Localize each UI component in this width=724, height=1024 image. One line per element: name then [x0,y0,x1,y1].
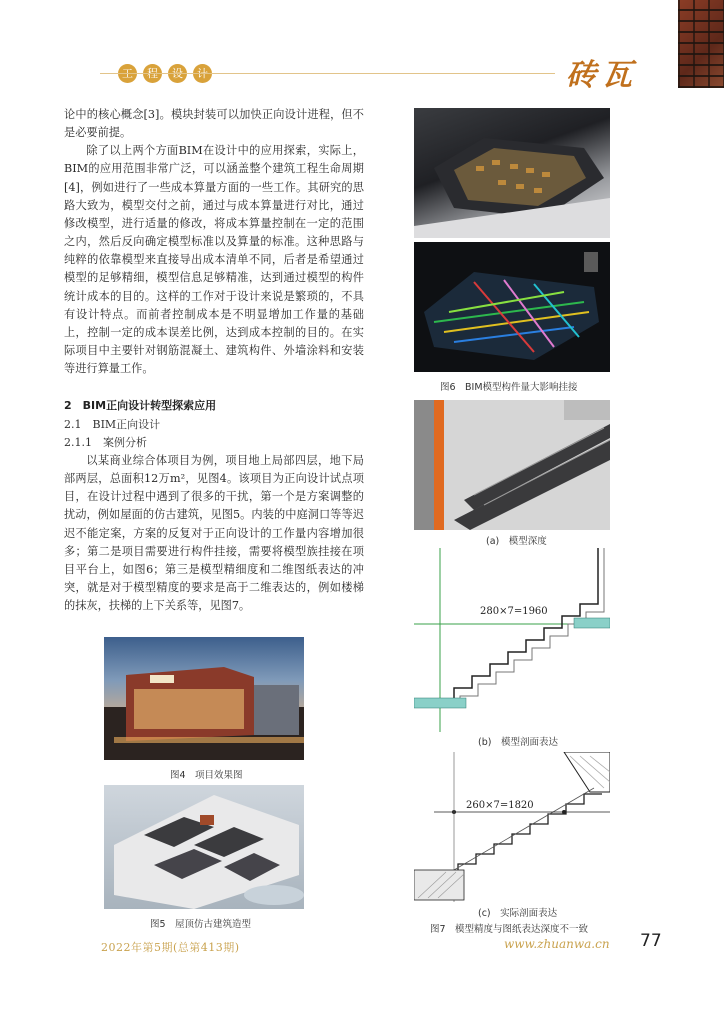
body-case [64,452,364,615]
issue-info: 2022年第5期(总第413期) [101,941,240,954]
figure-6-caption: 图6 BIM模型构件量大影响挂接 [440,382,578,393]
section-heading-2-1: 2.1 BIM正向设计 [64,418,161,431]
stair-model-illustration [414,400,610,530]
figure-7a-model-depth [414,400,610,530]
section-heading-2: 2 BIM正向设计转型探索应用 [64,399,217,412]
figure-7b-caption: (b) 模型剖面表达 [478,737,558,748]
case-paragraph: 以某商业综合体项目为例，项目地上局部四层，地下局部两层，总面积12万m²，见图4。该项目为正向设计试点项目，在设计过程中遇到了很多的干扰，第一个是方案调整的扰动，例如屋面的仿古建筑，见图5。内装的中庭洞口等等迟迟不能定案，方案的反复对于正向设计的工作量内容增加很多；第二是项目需要进行构件挂接，需要将模型族挂接在项目平台上，如图6；第三是模型精细度和二维图纸表达的冲突，就是对于模型精度的要求是高于二维表达的，例如楼梯的抹灰，扶梯的上下关系等，见图7。 [64,454,364,613]
figure-4-rendering [104,637,304,760]
bim-components-illustration [414,242,610,372]
figure-7b-dimension-label: 280×7=1960 [480,606,548,617]
body-paragraph-2: 除了以上两个方面BIM在设计中的应用探索，实际上，BIM的应用范围非常广泛，可以涵盖整个建筑工程生命周期[4]，例如进行了一些成本算量方面的一些工作。其研究的思路大致为，模型交付之前，通过与成本算量进行对比，通过修改模型，进行适量的修改，将成本算量控制在一定的范围之内，然后反向确定模型标准以及算量的标准。这种思路与纯粹的依靠模型来直接导出成本清单不同，后者是希望通过模型的足够精细，模型信息足够精准，达到通过模型的构件统计成本的目的。这样的工作对于设计来说是繁琐的，不具有设计特点。而前者控制成本是不明显增加工作量的基础上，控制一定的成本误差比例，达到成本控制的目的。在实际项目中主要针对钢筋混凝土、建筑构件、外墙涂料和安装等进行算量工作。 [64,144,364,376]
figure-5-roof-model [104,785,304,909]
body-paragraph-1: 论中的核心概念[3]。模块封装可以加快正向设计进程，但不是必要前提。 [64,108,364,140]
figure-7a-caption: (a) 模型深度 [486,536,547,547]
figure-7-caption: 图7 模型精度与图纸表达深度不一致 [430,924,589,935]
journal-url[interactable]: www.zhuanwa.cn [504,937,610,951]
figure-7c-actual-section [414,752,610,902]
body-intro [64,106,364,378]
figure-6-model-overview [414,108,610,238]
page-number: 77 [640,931,662,951]
figure-5-caption: 图5 屋顶仿古建筑造型 [150,919,252,930]
journal-brand: 砖瓦 [566,58,638,93]
stair-section-model-drawing [414,548,610,732]
header-rule [100,73,555,74]
stair-section-actual-drawing [414,752,610,902]
brick-texture-image [678,0,724,88]
figure-4-caption: 图4 项目效果图 [170,770,243,781]
figure-7c-caption: (c) 实际剖面表达 [478,908,558,919]
section-heading-2-1-1: 2.1.1 案例分析 [64,436,147,449]
figure-7b-model-section [414,548,610,732]
roof-model-illustration [104,785,304,909]
bim-model-overview-illustration [414,108,610,238]
figure-6-model-components [414,242,610,372]
figure-7c-dimension-label: 260×7=1820 [466,800,534,811]
mall-rendering-illustration [104,637,304,760]
